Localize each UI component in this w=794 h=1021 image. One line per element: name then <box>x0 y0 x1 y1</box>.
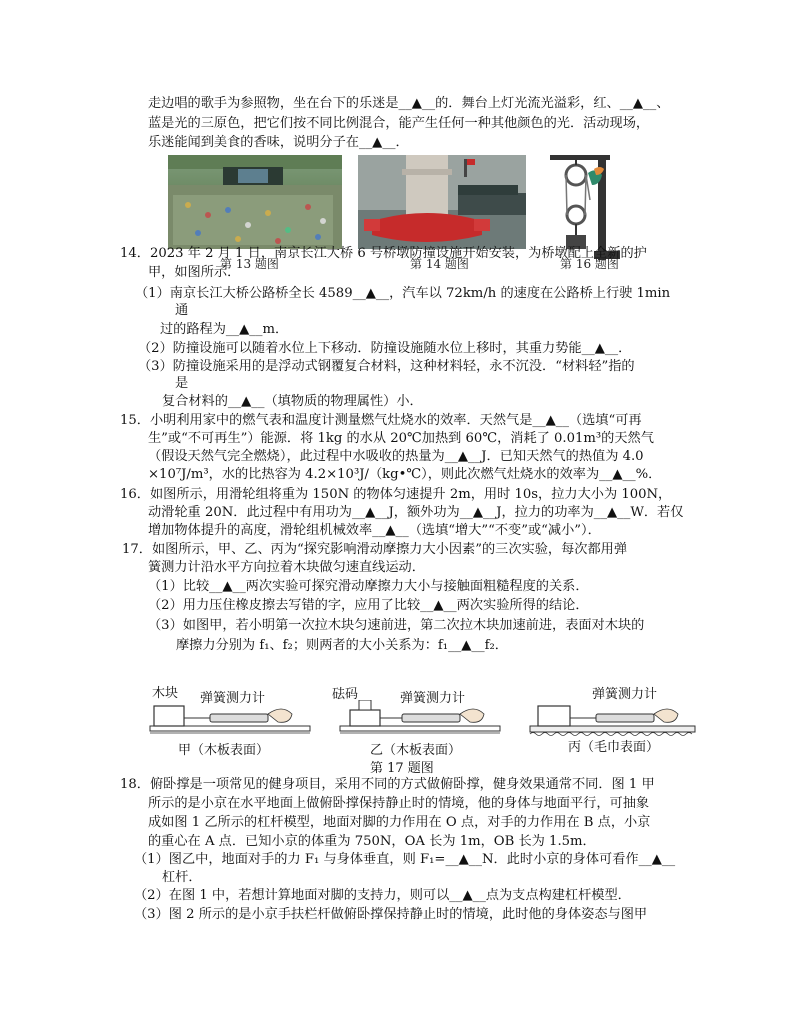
q17-part-1: （1）比较__▲__两次实验可探究滑动摩擦力大小与接触面粗糙程度的关系． <box>148 579 589 594</box>
meter-label-bing: 弹簧测力计 <box>592 687 658 702</box>
q18-part-3: （3）图 2 所示的是小京手扶栏杆做俯卧撑保持静止时的情境，此时他的身体姿态与图甲 <box>134 907 648 922</box>
q14-part-1c: 过的路程为__▲__m． <box>160 322 289 337</box>
q18-line-1: 18．俯卧撑是一项常见的健身项目，采用不同的方式做俯卧撑，健身效果通常不同．图 1 甲 <box>120 777 655 792</box>
q16-line-3: 增加物体提升的高度，滑轮组机械效率__▲__（选填“增大”“不变”或“减小”）． <box>148 523 601 538</box>
q15-line-4: ×10⁷J/m³，水的比热容为 4.2×10³J/（kg•℃），则此次燃气灶烧水的效率为__▲__%． <box>148 467 662 482</box>
yi-label: 乙（木板表面） <box>370 743 462 758</box>
fig14-caption: 第 14 题图 <box>410 257 469 271</box>
bing-label: 丙（毛巾表面） <box>568 740 660 755</box>
fig16-caption: 第 16 题图 <box>560 257 619 271</box>
q18-line-3: 成如图 1 乙所示的杠杆模型，地面对脚的力作用在 O 点，对手的力作用在 B 点，小京 <box>148 815 651 830</box>
q15-line-2: 生”或“不可再生”）能源．将 1kg 的水从 20℃加热到 60℃，消耗了 0.01m³的天然气 <box>148 431 654 446</box>
q14-stem-1: 14．2023 年 2 月 1 日，南京长江大桥 6 号桥墩防撞设施开始安装，为桥墩配上全新的护 <box>120 246 647 261</box>
q18-line-2: 所示的是小京在水平地面上做俯卧撑保持静止时的情境，他的身体与地面平行，可抽象 <box>148 796 650 811</box>
bridge-pier-photo <box>358 155 526 249</box>
q15-line-1: 15．小明利用家中的燃气表和温度计测量燃气灶烧水的效率．天然气是__▲__（选填“可再 <box>120 413 642 428</box>
q14-part-3b: 是 <box>175 376 189 391</box>
meter-label-yi: 弹簧测力计 <box>400 691 466 706</box>
jia-label: 甲（木板表面） <box>178 743 270 758</box>
weight-label: 砝码 <box>332 687 359 702</box>
q13-line-1: 走边唱的歌手为参照物，坐在台下的乐迷是__▲__的．舞台上灯光流光溢彩，红、__▲__、 <box>148 96 670 111</box>
q15-line-3: （假设天然气完全燃烧），此过程中水吸收的热量为__▲__J．已知天然气的热值为 4.0 <box>148 449 644 464</box>
q17-part-3a: （3）如图甲，若小明第一次拉木块匀速前进，第二次拉木块加速前进，表面对木块的 <box>148 618 645 633</box>
q13-line-2: 蓝是光的三原色，把它们按不同比例混合，能产生任何一种其他颜色的光．活动现场， <box>148 116 650 131</box>
q17-line-2: 簧测力计沿水平方向拉着木块做匀速直线运动． <box>148 560 425 575</box>
q16-line-2: 动滑轮重 20N．此过程中有用功为__▲__J，额外功为__▲__J，拉力的功率为__▲__W．若仅 <box>148 505 684 520</box>
q14-part-2: （2）防撞设施可以随着水位上下移动．防撞设施随水位上移时，其重力势能__▲__． <box>138 341 632 356</box>
q14-part-3a: （3）防撞设施采用的是浮动式钢覆复合材料，这种材料轻，永不沉没．“材料轻”指的 <box>138 359 635 374</box>
q14-part-1a: （1）南京长江大桥公路桥全长 4589__▲__，汽车以 72km/h 的速度在公路桥上行驶 1min <box>135 286 671 301</box>
q17-part-2: （2）用力压住橡皮擦去写错的字，应用了比较__▲__两次实验所得的结论． <box>148 598 589 613</box>
q14-stem-2: 甲，如图所示． <box>148 265 241 280</box>
q18-line-4: 的重心在 A 点．已知小京的体重为 750N，OA 长为 1m，OB 长为 1.5m． <box>148 834 596 849</box>
meter-label-jia: 弹簧测力计 <box>200 691 266 706</box>
q16-line-1: 16．如图所示，用滑轮组将重为 150N 的物体匀速提升 2m，用时 10s，拉力大小为 100N， <box>120 487 672 502</box>
q18-part-1a: （1）图乙中，地面对手的力 F₁ 与身体垂直，则 F₁=__▲__N．此时小京的身体可看作__▲__ <box>134 852 676 867</box>
q18-part-2: （2）在图 1 中，若想计算地面对脚的支持力，则可以__▲__点为支点构建杠杆模型． <box>134 888 631 903</box>
concert-crowd-photo <box>168 155 342 249</box>
q17-line-1: 17．如图所示，甲、乙、丙为“探究影响滑动摩擦力大小因素”的三次实验，每次都用弹 <box>122 542 628 557</box>
q14-part-3c: 复合材料的__▲__（填物质的物理属性）小． <box>162 394 423 409</box>
q18-part-1b: 杠杆． <box>162 870 202 885</box>
block-label: 木块 <box>152 686 179 701</box>
q17-part-3b: 摩擦力分别为 f₁、f₂；则两者的大小关系为：f₁__▲__f₂． <box>176 638 508 653</box>
fig13-caption: 第 13 题图 <box>220 257 279 271</box>
friction-experiment-diagram <box>140 700 700 740</box>
fig17-caption: 第 17 题图 <box>370 761 434 776</box>
q14-part-1b: 通 <box>175 303 189 318</box>
q13-line-3: 乐迷能闻到美食的香味，说明分子在__▲__． <box>148 135 409 150</box>
